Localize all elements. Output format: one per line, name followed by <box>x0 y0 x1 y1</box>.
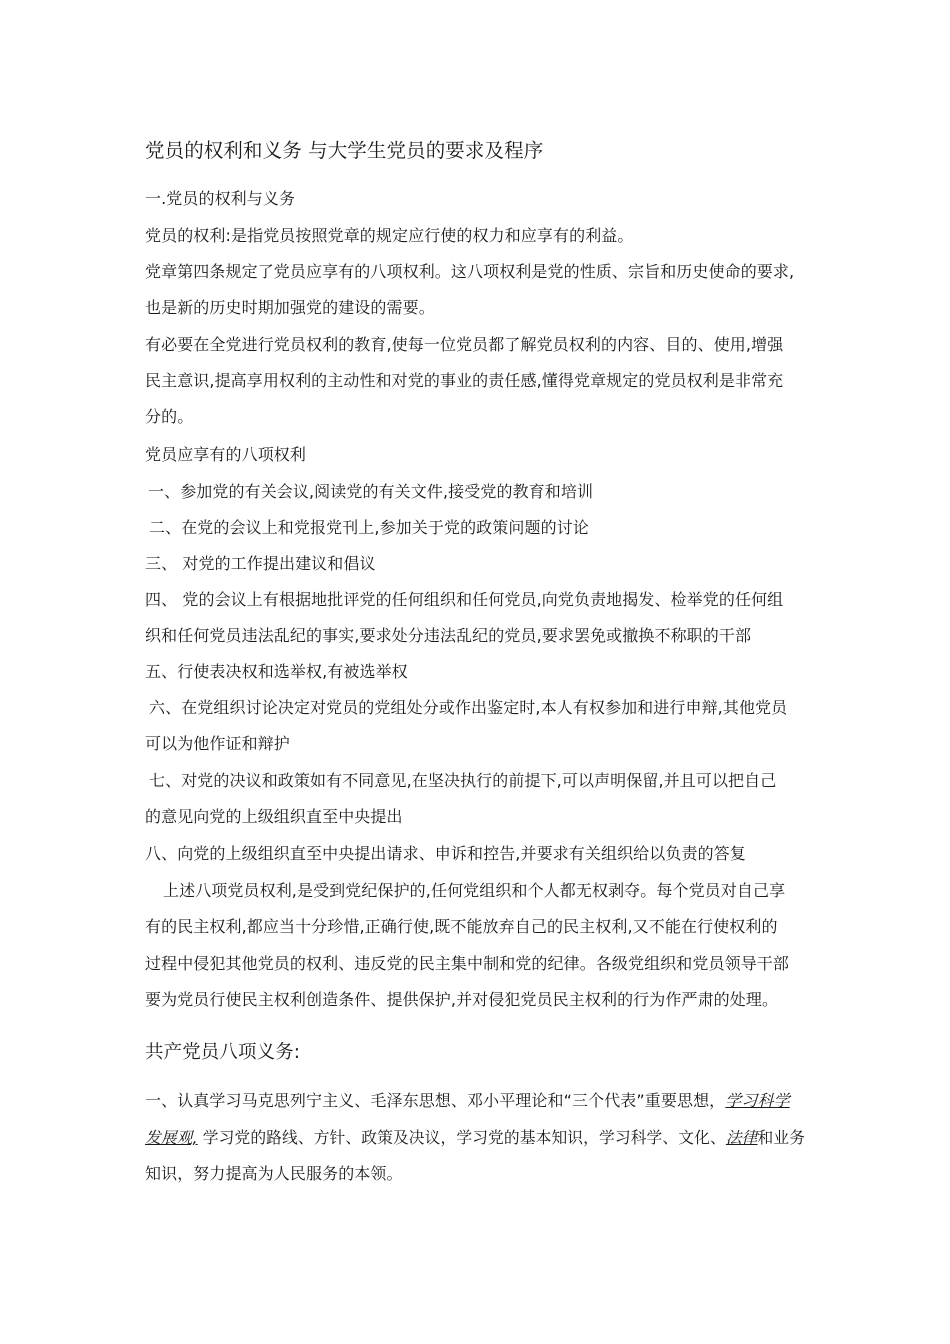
document-title: 党员的权利和义务 与大学生党员的要求及程序 <box>145 139 544 162</box>
right-item-3: 三、 对党的工作提出建议和倡议 <box>145 554 376 573</box>
right-item-8: 八、向党的上级组织直至中央提出请求、申诉和控告,并要求有关组织给以负责的答复 <box>145 844 746 863</box>
right-item-7-cont: 的意见向党的上级组织直至中央提出 <box>145 807 403 826</box>
duty-text: 学习党的路线、方针、政策及决议，学习党的基本知识，学习科学、文化、 <box>197 1128 726 1147</box>
duty-item-1-cont <box>145 1127 805 1149</box>
scientific-development-link-cont[interactable]: 发展观, <box>145 1128 198 1147</box>
right-item-4: 四、 党的会议上有根据地批评党的任何组织和任何党员,向党负责地揭发、检举党的任何组 <box>145 590 784 609</box>
right-item-1: 一、参加党的有关会议,阅读党的有关文件,接受党的教育和培训 <box>148 482 594 501</box>
scientific-development-link[interactable]: 学习科学 <box>725 1091 790 1110</box>
paragraph-line: 分的。 <box>145 407 194 426</box>
rights-heading: 党员应享有的八项权利 <box>145 445 307 464</box>
rights-definition: 党员的权利:是指党员按照党章的规定应行使的权力和应享有的利益。 <box>145 226 634 245</box>
summary-line: 要为党员行使民主权利创造条件、提供保护,并对侵犯党员民主权利的行为作严肃的处理。 <box>145 990 779 1009</box>
right-item-6: 六、在党组织讨论决定对党员的党组处分或作出鉴定时,本人有权参加和进行申辩,其他党员 <box>149 698 788 717</box>
duty-item-1 <box>145 1090 790 1112</box>
summary-line: 过程中侵犯其他党员的权利、违反党的民主集中制和党的纪律。各级党组织和党员领导干部 <box>145 954 790 973</box>
section-heading: 一.党员的权利与义务 <box>145 189 296 208</box>
right-item-7: 七、对党的决议和政策如有不同意见,在坚决执行的前提下,可以声明保留,并且可以把自己 <box>149 771 777 790</box>
paragraph-line: 也是新的历史时期加强党的建设的需要。 <box>145 298 435 317</box>
duty-text: 和业务 <box>757 1128 806 1147</box>
duty-text: 一、认真学习马克思列宁主义、毛泽东思想、邓小平理论和“三个代表”重要思想， <box>145 1091 726 1110</box>
right-item-2: 二、在党的会议上和党报党刊上,参加关于党的政策问题的讨论 <box>149 518 589 537</box>
duties-heading: 共产党员八项义务: <box>145 1042 301 1063</box>
right-item-4-cont: 织和任何党员违法乱纪的事实,要求处分违法乱纪的党员,要求罢免或撤换不称职的干部 <box>145 626 752 645</box>
paragraph-line: 有必要在全党进行党员权利的教育,使每一位党员都了解党员权利的内容、目的、使用,增强 <box>145 335 784 354</box>
right-item-6-cont: 可以为他作证和辩护 <box>145 734 290 753</box>
paragraph-line: 民主意识,提高享用权利的主动性和对党的事业的责任感,懂得党章规定的党员权利是非常充 <box>145 371 784 390</box>
law-link[interactable]: 法律 <box>725 1128 758 1147</box>
right-item-5: 五、行使表决权和选举权,有被选举权 <box>145 662 408 681</box>
duty-item-1-cont: 知识，努力提高为人民服务的本领。 <box>145 1164 403 1183</box>
paragraph-line: 党章第四条规定了党员应享有的八项权利。这八项权利是党的性质、宗旨和历史使命的要求, <box>145 262 795 281</box>
summary-line: 有的民主权利,都应当十分珍惜,正确行使,既不能放弃自己的民主权利,又不能在行使权利的 <box>145 917 778 936</box>
summary-line: 上述八项党员权利,是受到党纪保护的,任何党组织和个人都无权剥夺。每个党员对自己享 <box>163 881 786 900</box>
